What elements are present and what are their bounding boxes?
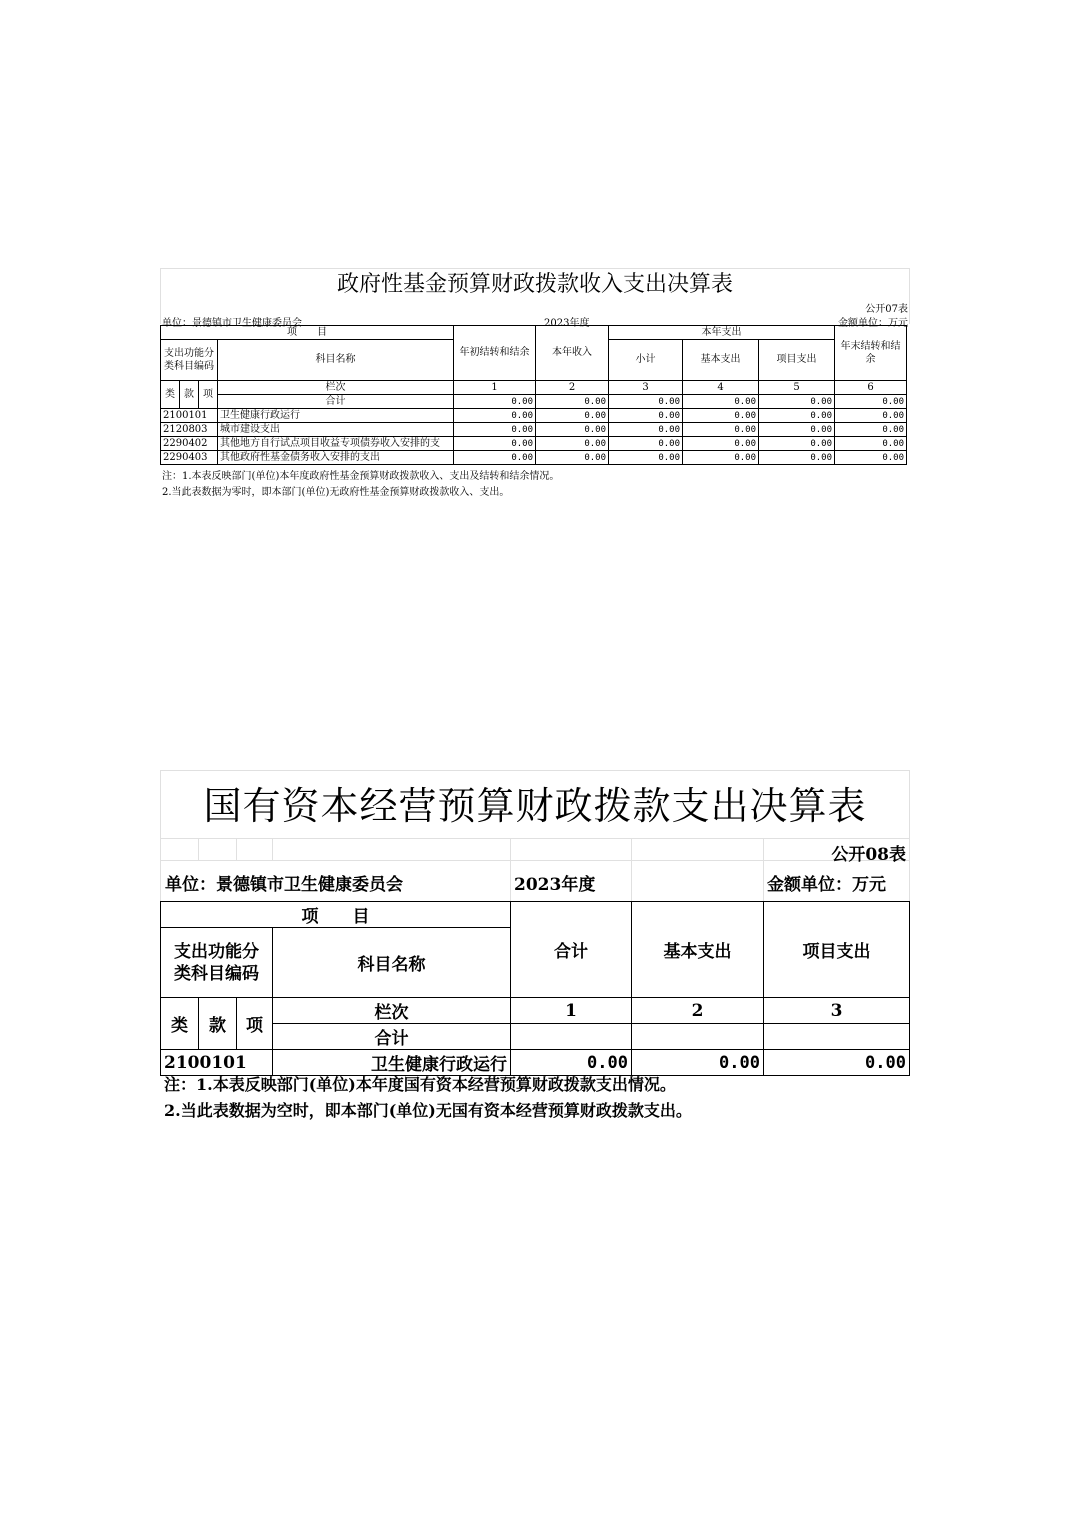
header-expense-group: 本年支出 — [609, 326, 835, 340]
table-row — [161, 409, 907, 423]
header-project: 项目支出 — [759, 340, 835, 381]
header-xiang: 项 — [237, 998, 273, 1050]
sheet-gridline — [272, 838, 273, 860]
row-value: 0.00 — [759, 423, 835, 437]
row-value: 0.00 — [536, 437, 609, 451]
header-lei: 类 — [161, 998, 199, 1050]
table2-unit: 单位：景德镇市卫生健康委员会 — [165, 875, 403, 895]
header-lei: 类 — [161, 381, 180, 409]
row-value: 0.00 — [683, 437, 759, 451]
row-value: 0.00 — [609, 409, 683, 423]
table2-code: 公开08表 — [831, 845, 906, 865]
row-value: 0.00 — [759, 451, 835, 465]
sheet-gridline — [236, 838, 237, 860]
row-code: 2100101 — [161, 1050, 273, 1076]
table2-grid — [160, 901, 910, 1076]
col-num: 1 — [454, 381, 536, 395]
total-cell: 0.00 — [454, 395, 536, 409]
table1-title: 政府性基金预算财政拨款收入支出决算表 — [336, 272, 733, 297]
col-num: 6 — [835, 381, 907, 395]
header-category-code-line2: 类科目编码 — [174, 963, 259, 984]
table2-note-1: 注：1.本表反映部门(单位)本年度国有资本经营预算财政拨款支出情况。 — [164, 1075, 676, 1094]
total-cell: 0.00 — [683, 395, 759, 409]
total-cell: 0.00 — [536, 395, 609, 409]
header-subject-name: 科目名称 — [218, 340, 454, 381]
row-name: 其他政府性基金债务收入安排的支出 — [218, 451, 454, 465]
header-subject-name: 科目名称 — [273, 928, 511, 998]
row-value: 0.00 — [683, 451, 759, 465]
row-name: 城市建设支出 — [218, 423, 454, 437]
header-lanci: 栏次 — [273, 998, 511, 1024]
table1-year: 2023年度 — [544, 318, 590, 329]
row-value: 0.00 — [511, 1050, 632, 1076]
total-cell — [632, 1024, 764, 1050]
row-value: 0.00 — [835, 437, 907, 451]
row-value: 0.00 — [454, 423, 536, 437]
header-heji: 合计 — [273, 1024, 511, 1050]
row-code: 2290403 — [161, 451, 218, 465]
row-value: 0.00 — [536, 409, 609, 423]
header-subtotal: 小计 — [609, 340, 683, 381]
header-total: 合计 — [511, 902, 632, 998]
table-row — [161, 423, 907, 437]
row-value: 0.00 — [835, 409, 907, 423]
table1-money-unit: 金额单位：万元 — [838, 318, 908, 329]
header-lanci: 栏次 — [218, 381, 454, 395]
header-project: 项目支出 — [764, 902, 910, 998]
sheet-gridline — [160, 860, 910, 861]
table1-grid — [160, 325, 907, 465]
col-num: 1 — [511, 998, 632, 1024]
header-kuan: 款 — [180, 381, 199, 409]
row-code: 2120803 — [161, 423, 218, 437]
row-value: 0.00 — [454, 451, 536, 465]
header-category-code: 支出功能分类科目编码 — [161, 340, 218, 381]
table2-year: 2023年度 — [514, 875, 596, 895]
row-value: 0.00 — [759, 409, 835, 423]
total-cell: 0.00 — [609, 395, 683, 409]
total-cell — [511, 1024, 632, 1050]
row-value: 0.00 — [609, 423, 683, 437]
table2-note-2: 2.当此表数据为空时，即本部门(单位)无国有资本经营预算财政拨款支出。 — [164, 1101, 692, 1120]
row-value: 0.00 — [454, 409, 536, 423]
row-value: 0.00 — [536, 423, 609, 437]
row-value: 0.00 — [764, 1050, 910, 1076]
row-value: 0.00 — [683, 423, 759, 437]
row-name: 卫生健康行政运行 — [218, 409, 454, 423]
row-value: 0.00 — [683, 409, 759, 423]
col-num: 2 — [632, 998, 764, 1024]
row-name: 卫生健康行政运行 — [273, 1050, 511, 1076]
col-num: 5 — [759, 381, 835, 395]
sheet-gridline — [198, 838, 199, 860]
col-num: 3 — [609, 381, 683, 395]
table-row — [161, 451, 907, 465]
header-category-code-line1: 支出功能分 — [174, 941, 259, 962]
row-value: 0.00 — [835, 423, 907, 437]
table1-note-1: 注：1.本表反映部门(单位)本年度政府性基金预算财政拨款收入、支出及结转和结余情况。 — [162, 471, 560, 482]
total-cell: 0.00 — [759, 395, 835, 409]
header-end-balance: 年末结转和结余 — [835, 326, 907, 381]
header-heji: 合计 — [218, 395, 454, 409]
col-num: 4 — [683, 381, 759, 395]
header-category-code — [161, 928, 273, 998]
row-code: 2100101 — [161, 409, 218, 423]
col-num: 2 — [536, 381, 609, 395]
sheet-gridline — [631, 838, 632, 901]
row-code: 2290402 — [161, 437, 218, 451]
row-value: 0.00 — [536, 451, 609, 465]
sheet-gridline — [763, 838, 764, 901]
table2-title: 国有资本经营预算财政拨款支出决算表 — [203, 784, 867, 828]
header-item: 项 目 — [161, 326, 454, 340]
header-item: 项 目 — [161, 902, 511, 928]
header-income: 本年收入 — [536, 326, 609, 381]
sheet-gridline — [510, 838, 511, 901]
header-basic: 基本支出 — [683, 340, 759, 381]
row-value: 0.00 — [759, 437, 835, 451]
row-name: 其他地方自行试点项目收益专项债券收入安排的支 — [218, 437, 454, 451]
total-cell: 0.00 — [835, 395, 907, 409]
table2-money-unit: 金额单位：万元 — [767, 875, 886, 895]
header-kuan: 款 — [199, 998, 237, 1050]
row-value: 0.00 — [609, 437, 683, 451]
header-basic: 基本支出 — [632, 902, 764, 998]
row-value: 0.00 — [632, 1050, 764, 1076]
row-value: 0.00 — [835, 451, 907, 465]
table1-unit: 单位：景德镇市卫生健康委员会 — [162, 318, 302, 329]
header-begin-balance: 年初结转和结余 — [454, 326, 536, 381]
table1-note-2: 2.当此表数据为零时，即本部门(单位)无政府性基金预算财政拨款收入、支出。 — [162, 487, 510, 498]
total-cell — [764, 1024, 910, 1050]
header-xiang: 项 — [199, 381, 218, 409]
col-num: 3 — [764, 998, 910, 1024]
table-row — [161, 437, 907, 451]
row-value: 0.00 — [609, 451, 683, 465]
row-value: 0.00 — [454, 437, 536, 451]
table1-code: 公开07表 — [865, 304, 908, 315]
